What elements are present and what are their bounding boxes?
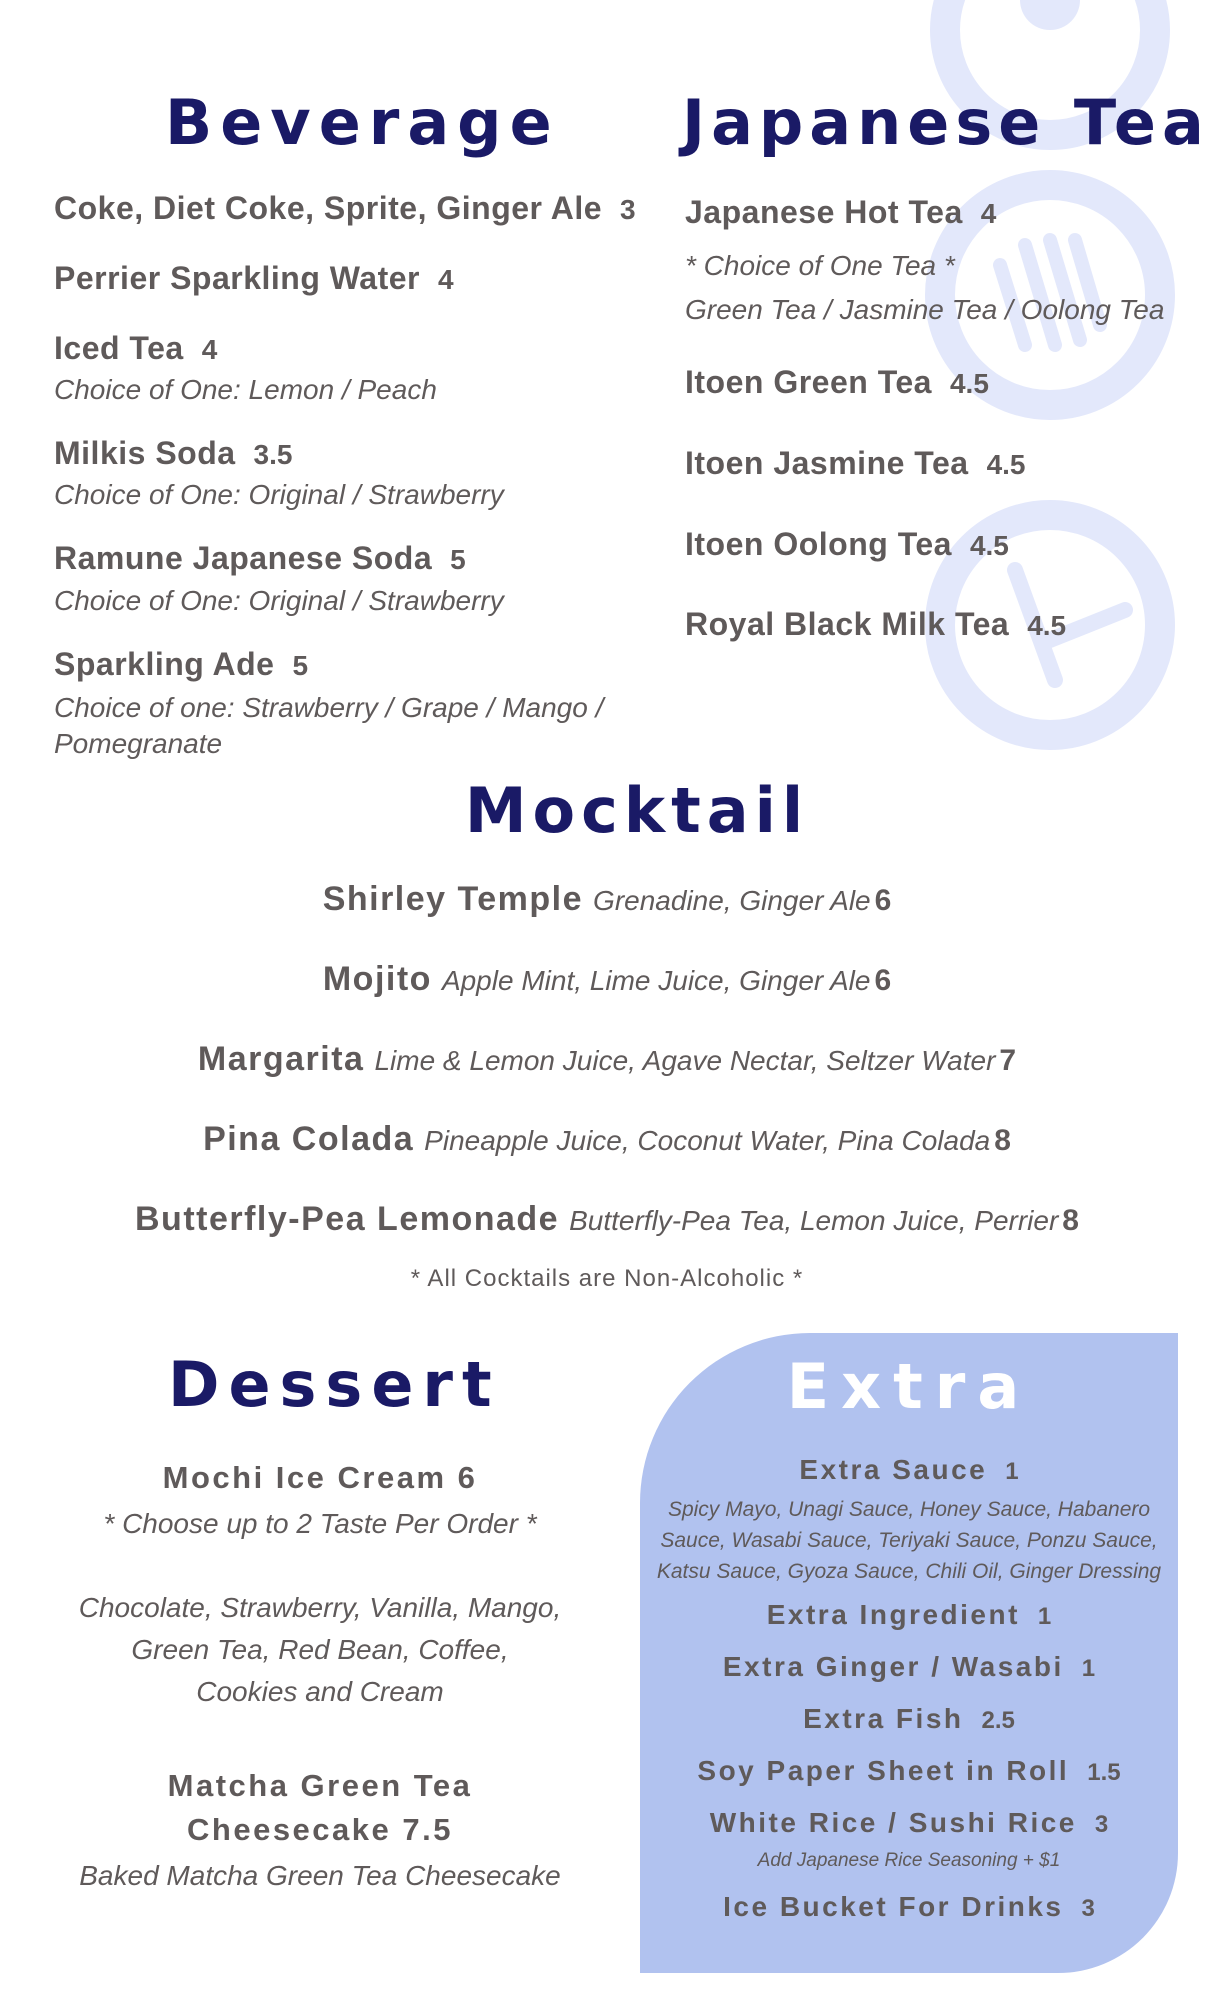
item-name: Mojito — [322, 960, 432, 998]
item-name: Royal Black Milk Tea — [685, 606, 1010, 642]
item-name: Sparkling Ade — [54, 646, 275, 682]
item-description: Pomegranate — [54, 728, 223, 759]
item-name: Soy Paper Sheet in Roll — [697, 1755, 1070, 1786]
beverage-item — [54, 330, 217, 367]
item-price: 7 — [999, 1044, 1017, 1077]
item-name: Itoen Jasmine Tea — [685, 445, 969, 481]
item-price: 3 — [620, 194, 636, 225]
item-description: Grenadine, Ginger Ale — [593, 885, 871, 916]
item-name: Perrier Sparkling Water — [54, 260, 420, 296]
dessert-name: Matcha Green Tea — [167, 1768, 473, 1803]
dessert-description: Baked Matcha Green Tea Cheesecake — [79, 1860, 561, 1891]
extra-item — [640, 1755, 1178, 1787]
item-price: 4.5 — [1027, 610, 1067, 641]
item-price: 4.5 — [949, 368, 989, 399]
beverage-item — [54, 435, 292, 472]
extra-item — [640, 1807, 1178, 1839]
extra-item — [640, 1891, 1178, 1923]
dessert-flavors: Chocolate, Strawberry, Vanilla, Mango, — [78, 1592, 562, 1623]
item-price: 6 — [874, 964, 892, 997]
item-description: Apple Mint, Lime Juice, Ginger Ale — [441, 965, 871, 996]
item-name: Extra Sauce — [799, 1454, 988, 1485]
item-name: Ramune Japanese Soda — [54, 540, 433, 576]
item-description: Pineapple Juice, Coconut Water, Pina Colada — [424, 1125, 991, 1156]
item-name: Ice Bucket For Drinks — [723, 1891, 1064, 1922]
item-name: Extra Ginger / Wasabi — [722, 1651, 1064, 1682]
extra-item — [640, 1454, 1178, 1486]
mocktail-item — [0, 960, 1214, 999]
item-name: Itoen Green Tea — [685, 364, 932, 400]
extra-item — [640, 1651, 1178, 1683]
mocktail-note: * All Cocktails are Non-Alcoholic * — [410, 1265, 804, 1292]
dessert-flavors: Cookies and Cream — [196, 1676, 444, 1707]
item-description: Choice of One: Original / Strawberry — [54, 585, 504, 616]
item-description: Choice of One: Original / Strawberry — [54, 479, 504, 510]
item-price: 3 — [1094, 1811, 1109, 1838]
beverage-item — [54, 190, 636, 227]
item-price: 1 — [1081, 1655, 1096, 1682]
item-price: 4.5 — [969, 530, 1009, 561]
tea-item — [685, 445, 1026, 482]
dessert-title: Dessert — [168, 1348, 501, 1421]
mocktail-item — [0, 880, 1214, 919]
beverage-item — [54, 646, 308, 683]
item-price: 1 — [1005, 1458, 1019, 1485]
item-price: 8 — [1062, 1204, 1079, 1237]
item-name: Margarita — [197, 1040, 365, 1078]
item-price: 4 — [980, 198, 997, 229]
item-description: Choice of one: Strawberry / Grape / Mango / — [54, 692, 604, 723]
extra-title: Extra — [786, 1350, 1032, 1423]
item-description: Katsu Sauce, Gyoza Sauce, Chili Oil, Ginger Dressing — [656, 1560, 1162, 1583]
item-price: 3 — [1081, 1895, 1095, 1922]
item-description: Green Tea / Jasmine Tea / Oolong Tea — [685, 294, 1165, 325]
mocktail-item — [0, 1120, 1214, 1159]
item-description: Spicy Mayo, Unagi Sauce, Honey Sauce, Habanero — [667, 1498, 1151, 1521]
item-description: Butterfly-Pea Tea, Lemon Juice, Perrier — [569, 1205, 1059, 1236]
item-price: 5 — [292, 650, 309, 681]
item-price: 2.5 — [981, 1707, 1015, 1734]
extra-item — [640, 1599, 1178, 1631]
item-description: Lime & Lemon Juice, Agave Nectar, Seltzer Water — [374, 1045, 996, 1076]
item-name: Japanese Hot Tea — [685, 194, 963, 230]
tea-item — [685, 526, 1009, 563]
dessert-name: Mochi Ice Cream 6 — [162, 1460, 478, 1495]
mocktail-item — [0, 1200, 1214, 1239]
dessert-flavors: Green Tea, Red Bean, Coffee, — [131, 1634, 509, 1665]
dessert-note: * Choose up to 2 Taste Per Order * — [103, 1508, 537, 1539]
item-name: Extra Fish — [803, 1703, 964, 1734]
beverage-item — [54, 540, 466, 577]
item-price: 1.5 — [1087, 1759, 1121, 1786]
item-name: Pina Colada — [203, 1120, 415, 1158]
item-price: 4.5 — [986, 449, 1026, 480]
item-name: Shirley Temple — [322, 880, 584, 918]
item-price: 4 — [438, 264, 454, 295]
extra-item — [640, 1703, 1178, 1735]
item-price: 6 — [874, 884, 892, 917]
item-price: 8 — [994, 1124, 1011, 1157]
item-price: 3.5 — [253, 439, 293, 470]
item-note: Add Japanese Rice Seasoning + $1 — [757, 1850, 1061, 1871]
japanese-tea-title: Japanese Tea — [682, 86, 1210, 159]
beverage-item — [54, 260, 454, 297]
item-price: 4 — [201, 334, 218, 365]
tea-item — [685, 606, 1066, 643]
item-description: Sauce, Wasabi Sauce, Teriyaki Sauce, Ponzu Sauce, — [660, 1529, 1158, 1552]
item-name: Iced Tea — [54, 330, 184, 366]
item-price: 5 — [450, 544, 466, 575]
mocktail-title: Mocktail — [464, 774, 810, 847]
item-name: White Rice / Sushi Rice — [709, 1807, 1077, 1838]
tea-item — [685, 194, 996, 231]
beverage-title: Beverage — [165, 86, 560, 159]
item-note: * Choice of One Tea * — [685, 250, 955, 281]
item-name: Butterfly-Pea Lemonade — [135, 1200, 560, 1238]
item-description: Choice of One: Lemon / Peach — [54, 374, 437, 405]
tea-item — [685, 364, 989, 401]
item-name: Coke, Diet Coke, Sprite, Ginger Ale — [54, 190, 602, 226]
dessert-name: Cheesecake 7.5 — [187, 1812, 453, 1847]
mocktail-item — [0, 1040, 1214, 1079]
item-name: Itoen Oolong Tea — [685, 526, 952, 562]
item-name: Extra Ingredient — [766, 1599, 1020, 1630]
item-price: 1 — [1037, 1603, 1052, 1630]
item-name: Milkis Soda — [54, 435, 236, 471]
